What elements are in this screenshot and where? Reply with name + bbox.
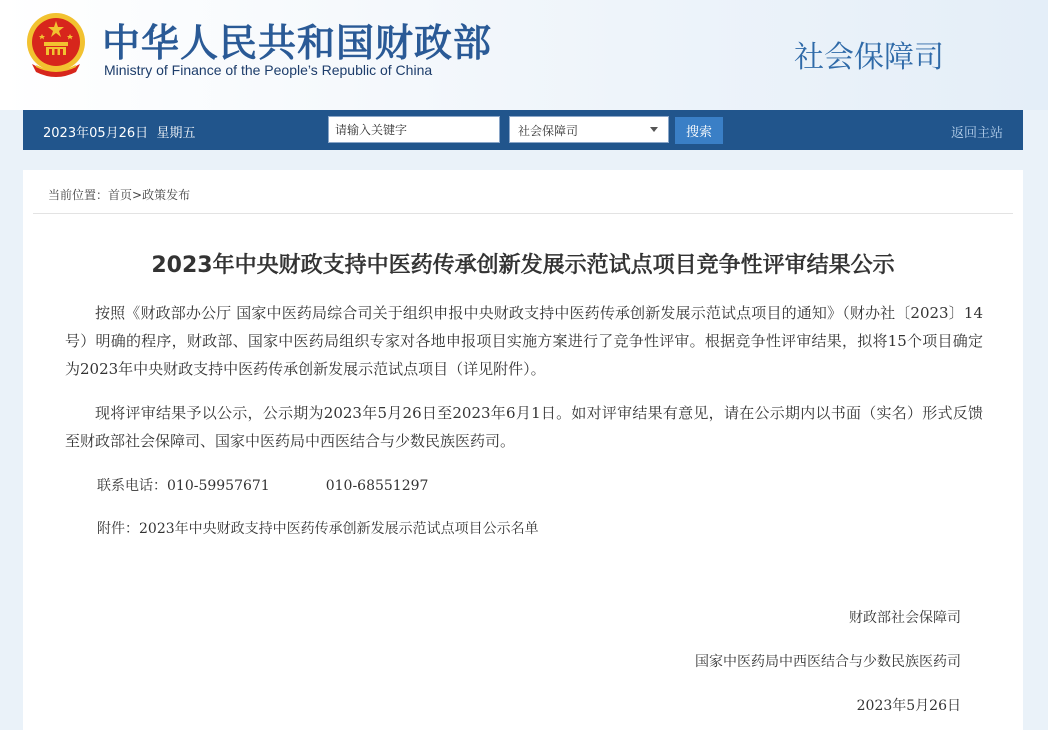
signature-tcm: 国家中医药局中西医结合与少数民族医药司	[695, 654, 961, 670]
phone-number-2: 010-68551297	[325, 478, 429, 494]
department-title: 社会保障司	[794, 40, 944, 75]
breadcrumb-section-link[interactable]: 政策发布	[142, 188, 191, 202]
site-title-cn: 中华人民共和国财政部	[102, 21, 493, 65]
breadcrumb-home-link[interactable]: 首页	[108, 188, 133, 202]
search-input[interactable]	[328, 116, 500, 143]
return-home-link[interactable]: 返回主站	[950, 126, 1003, 141]
breadcrumb-separator: >	[132, 188, 143, 202]
current-date	[43, 122, 195, 141]
site-title-en: Ministry of Finance of the People’s Republic of China	[104, 62, 433, 78]
article-paragraph: 按照《财政部办公厅 国家中医药局综合司关于组织申报中央财政支持中医药传承创新发展示范试点项目的通知》（财办社〔2023〕14号）明确的程序，财政部、国家中医药局组织专家对各地申报项目实施方案进行了竞争性评审。根据竞争性评审结果，拟将15个项目确定为2023年中央财政支持中医药传承创新发展示范试点项目（详见附件）。	[65, 304, 983, 378]
search-button[interactable]: 搜索	[675, 117, 723, 144]
article-title: 2023年中央财政支持中医药传承创新发展示范试点项目竞争性评审结果公示	[151, 253, 895, 278]
search-scope-value: 社会保障司	[518, 124, 579, 138]
breadcrumb	[48, 186, 190, 203]
attachment-link[interactable]: 2023年中央财政支持中医药传承创新发展示范试点项目公示名单	[139, 521, 539, 537]
chevron-down-icon	[650, 127, 658, 132]
contact-phones	[97, 475, 428, 495]
signature-date: 2023年5月26日	[856, 698, 961, 714]
breadcrumb-divider	[33, 213, 1013, 214]
contact-label: 联系电话：	[97, 478, 167, 494]
breadcrumb-prefix: 当前位置：	[48, 188, 109, 202]
article-paragraph: 现将评审结果予以公示，公示期为2023年5月26日至2023年6月1日。如对评审结果有意见，请在公示期内以书面（实名）形式反馈至财政部社会保障司、国家中医药局中西医结合与少数民族医药司。	[65, 404, 983, 450]
national-emblem-icon	[24, 12, 88, 80]
top-navbar	[23, 110, 1023, 150]
article-container	[23, 170, 1023, 730]
weekday-text: 星期五	[156, 126, 196, 141]
attachment	[97, 518, 539, 538]
search-scope-select[interactable]	[509, 116, 669, 143]
signature-mof: 财政部社会保障司	[849, 610, 961, 626]
phone-number-1: 010-59957671	[167, 478, 270, 494]
date-text: 2023年05月26日	[43, 126, 149, 141]
attachment-label: 附件：	[97, 521, 139, 537]
